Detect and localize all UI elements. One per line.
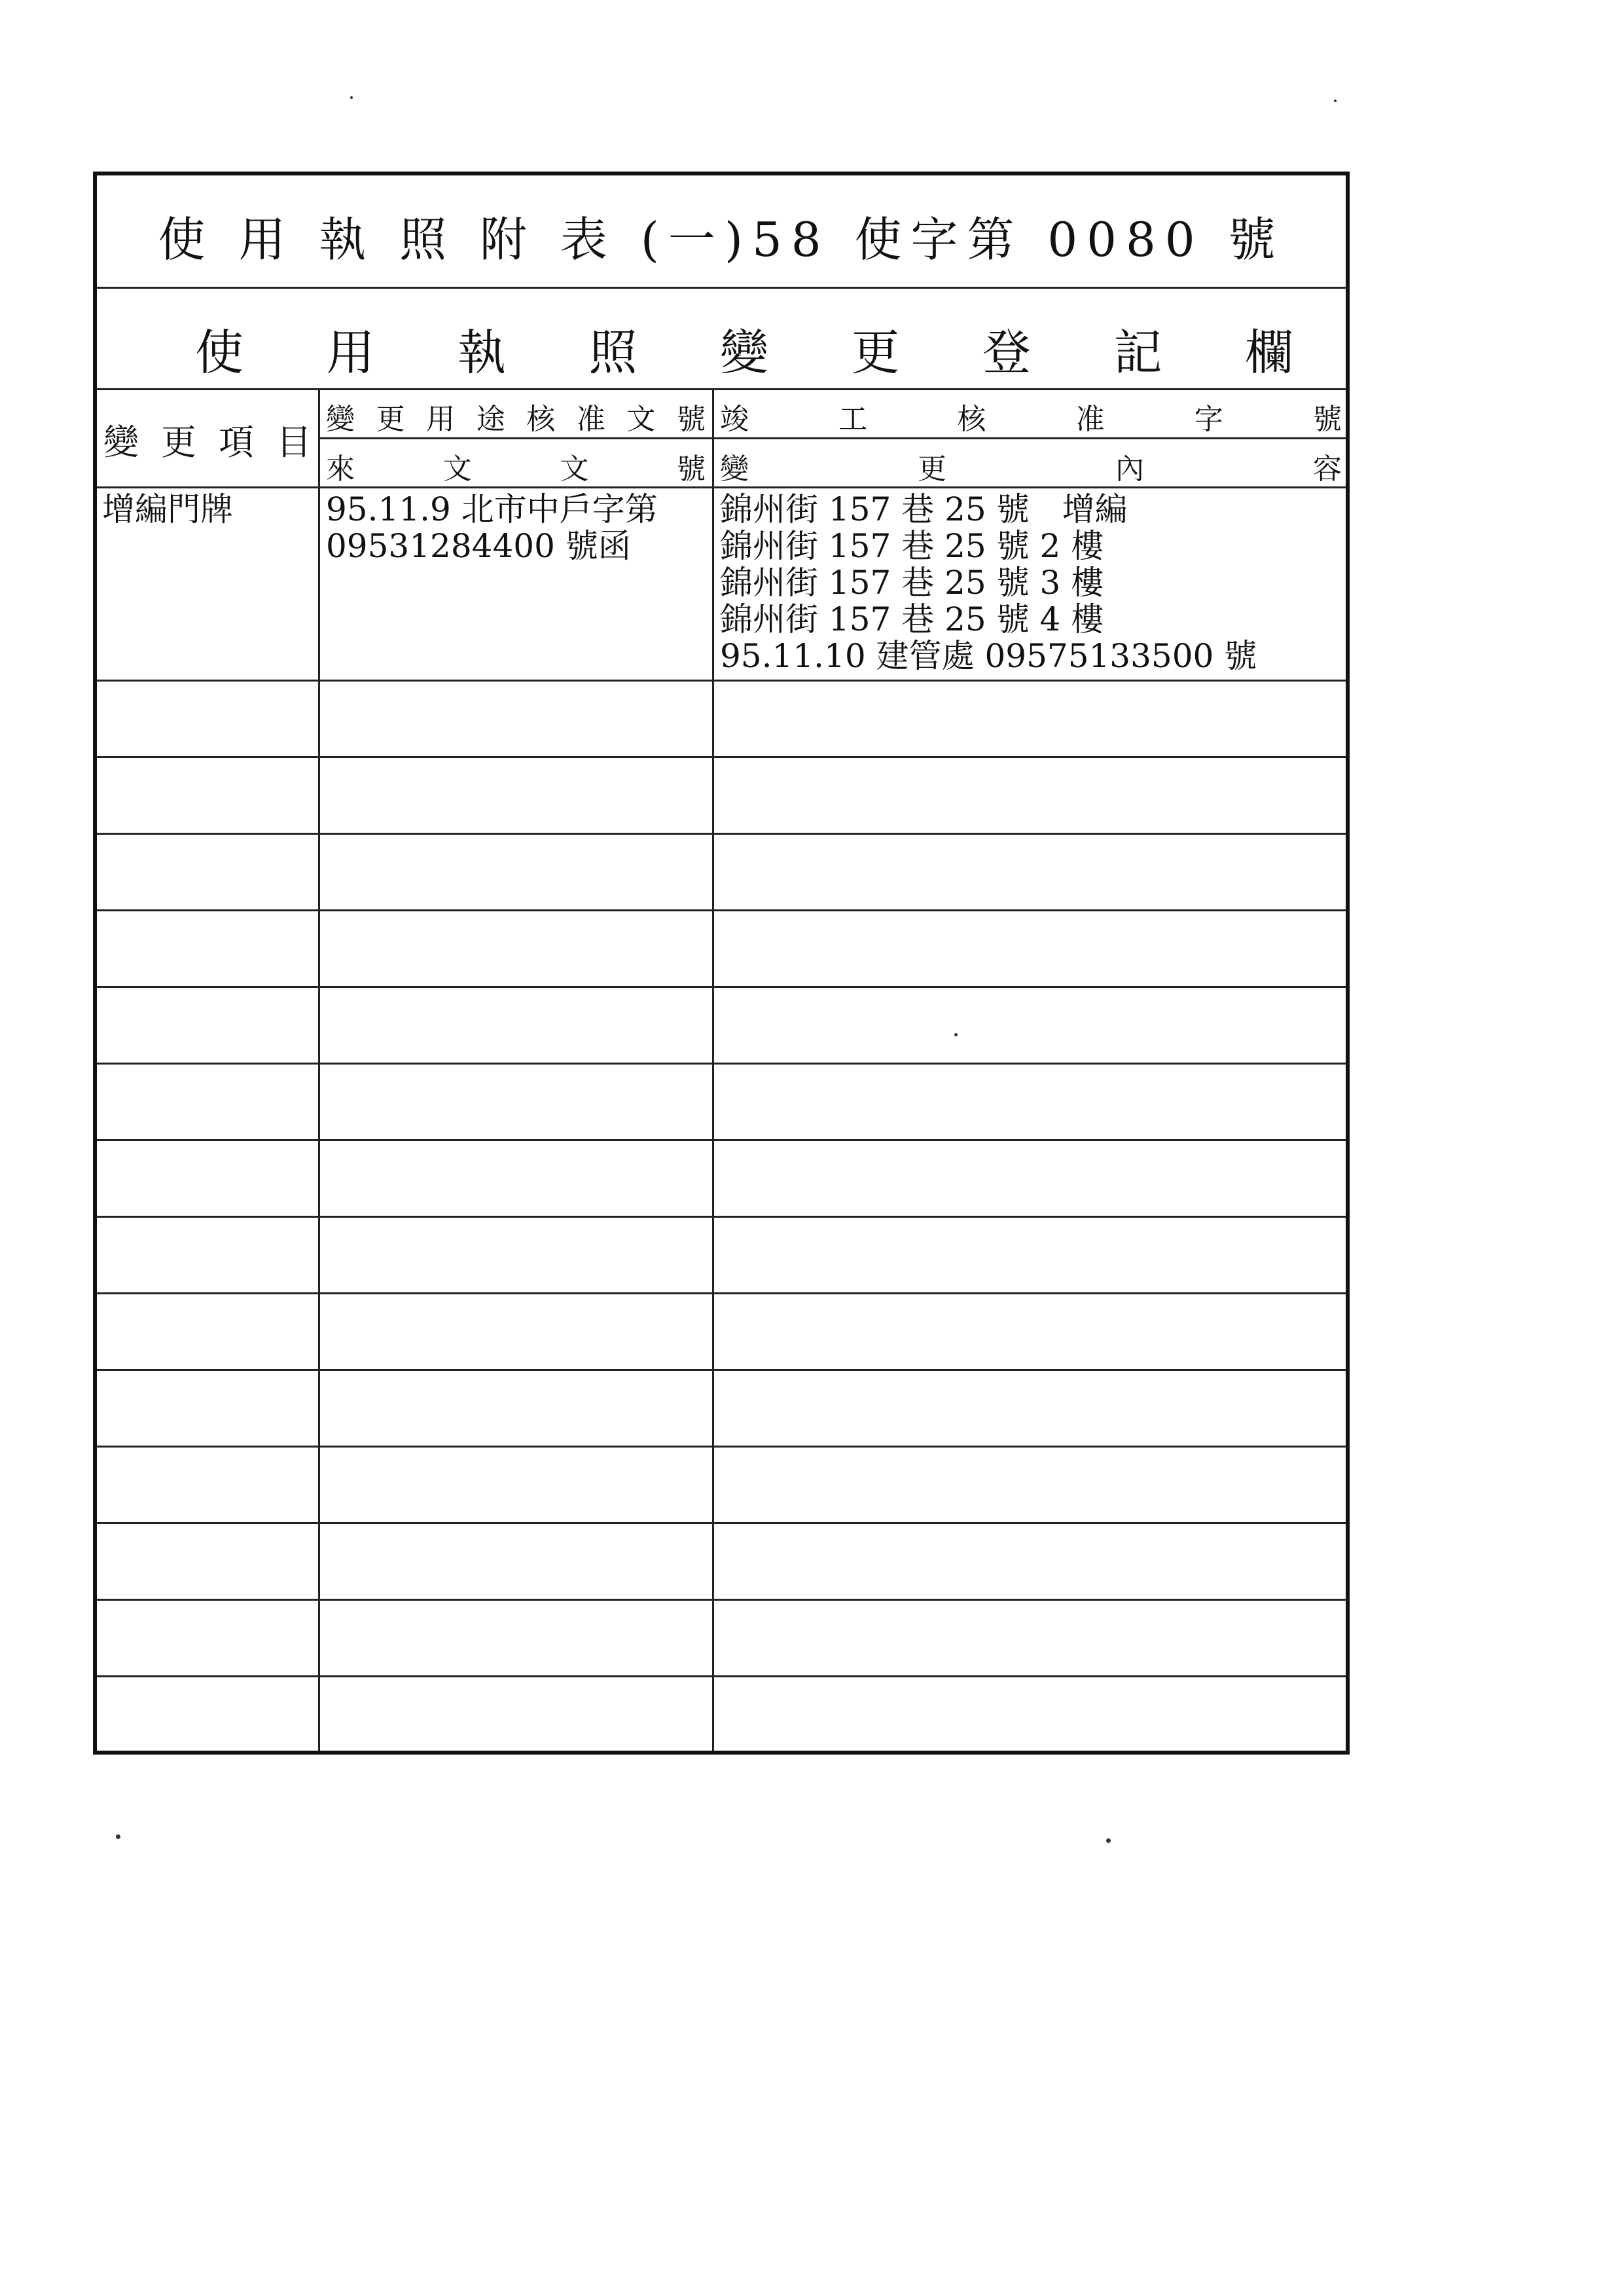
heading-char: 更 xyxy=(851,325,900,381)
rule-col1-right xyxy=(318,388,320,1751)
header-change-item: 變 更 項 目 xyxy=(103,422,312,463)
empty-row-rule xyxy=(97,1292,1346,1294)
header-change-content: 變 更 內 容 xyxy=(720,452,1342,486)
content-line: 95.11.10 建管處 09575133500 號 xyxy=(720,637,1257,675)
empty-row-rule xyxy=(97,909,1346,911)
heading-char: 登 xyxy=(982,325,1031,381)
header-completion-approval-no: 竣 工 核 准 字 號 xyxy=(720,403,1342,436)
scan-speck xyxy=(350,96,353,99)
heading-char: 照 xyxy=(588,325,638,381)
content-line: 錦州街 157 巷 25 號 2 樓 xyxy=(720,527,1104,565)
empty-row-rule xyxy=(97,1139,1346,1141)
content-line: 錦州街 157 巷 25 號 3 樓 xyxy=(720,564,1104,602)
content-line: 錦州街 157 巷 25 號 增編 xyxy=(720,490,1128,528)
empty-row-rule xyxy=(97,1446,1346,1448)
reference-line: 09531284400 號函 xyxy=(326,527,631,565)
empty-row-rule xyxy=(97,1522,1346,1524)
empty-row-rule xyxy=(97,986,1346,988)
empty-row-rule xyxy=(97,1063,1346,1065)
rule-col2-right xyxy=(712,388,714,1751)
heading-char: 執 xyxy=(458,325,506,381)
license-form-table xyxy=(93,172,1350,1755)
header-use-change-approval-no: 變 更 用 途 核 准 文 號 xyxy=(326,403,706,436)
rule-header-mid xyxy=(318,437,1346,439)
scan-speck xyxy=(116,1834,120,1839)
document-title: 使 用 執 照 附 表 (一)58 使字第 0080 號 xyxy=(158,212,1285,267)
rule-title-bottom xyxy=(97,287,1346,289)
section-heading xyxy=(195,314,1293,384)
heading-char: 變 xyxy=(720,325,768,381)
scan-speck xyxy=(1106,1838,1111,1843)
empty-row-rule xyxy=(97,833,1346,835)
empty-row-rule xyxy=(97,1599,1346,1601)
scan-speck xyxy=(954,1033,958,1036)
row-reference-doc xyxy=(326,491,658,564)
row-change-item: 增編門牌 xyxy=(102,490,233,528)
heading-char: 用 xyxy=(326,325,375,381)
heading-char: 使 xyxy=(195,325,243,381)
empty-row-rule xyxy=(97,1369,1346,1371)
row-change-content xyxy=(720,491,1257,674)
rule-row1-bottom xyxy=(97,680,1346,682)
rule-heading-bottom xyxy=(97,388,1346,390)
heading-char: 記 xyxy=(1113,325,1162,381)
heading-char: 欄 xyxy=(1245,325,1293,381)
empty-row-rule xyxy=(97,1675,1346,1677)
empty-row-rule xyxy=(97,1216,1346,1218)
header-incoming-doc-no: 來 文 文 號 xyxy=(326,452,706,486)
scan-speck xyxy=(1334,100,1337,102)
content-line: 錦州街 157 巷 25 號 4 樓 xyxy=(720,600,1104,638)
empty-row-rule xyxy=(97,756,1346,758)
reference-line: 95.11.9 北市中戶字第 xyxy=(326,490,658,528)
